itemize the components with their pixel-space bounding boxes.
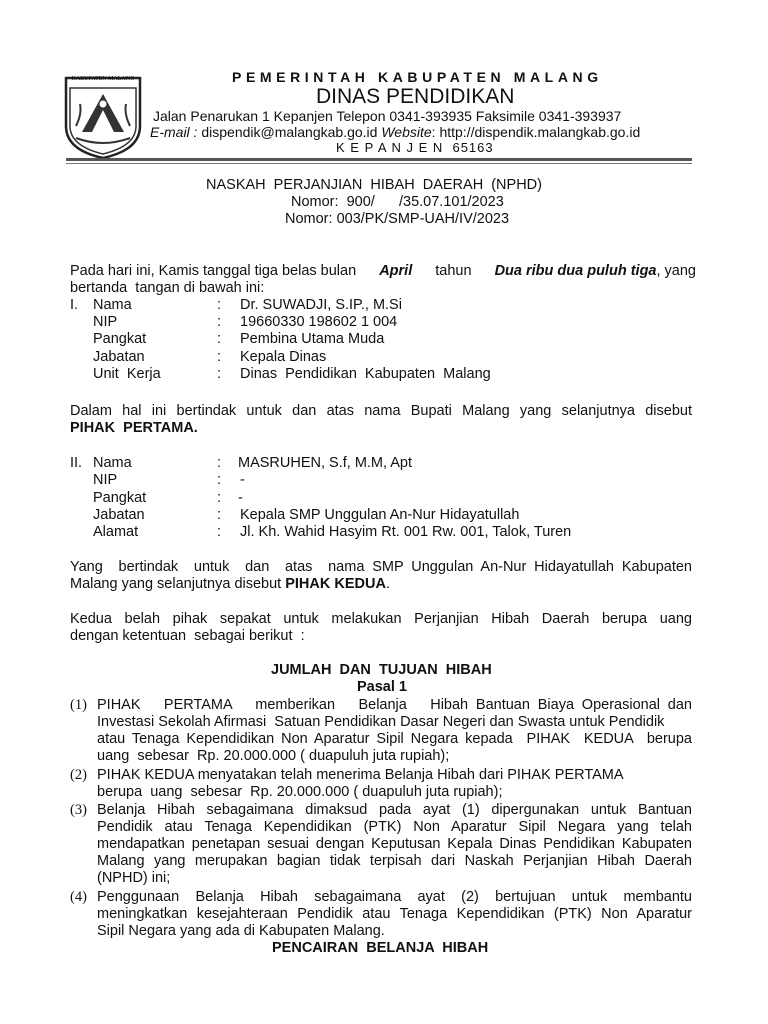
colon: : [217, 297, 222, 313]
website-url: : http://dispendik.malangkab.go.id [431, 124, 641, 140]
colon: : [217, 455, 222, 471]
letterhead-rule-thin [66, 163, 692, 164]
party2-value: MASRUHEN, S.f, M.M, Apt [238, 455, 413, 471]
item-line: Pendidik atau Tenaga Kependidikan (PTK) Non Aparatur Sipil Negara yang telah [97, 819, 692, 835]
nomor-1: Nomor: 900/ /35.07.101/2023 [291, 194, 504, 210]
party1-value: Dinas Pendidikan Kabupaten Malang [240, 366, 491, 382]
website-label: Website [381, 124, 432, 140]
item-line: Sipil Negara yang ada di Kabupaten Malang. [97, 923, 385, 939]
intro-text-a: Pada hari ini, Kamis tanggal tiga belas bulan [70, 263, 357, 279]
party1-value: 19660330 198602 1 004 [240, 314, 398, 330]
nomor-2: Nomor: 003/PK/SMP-UAH/IV/2023 [285, 211, 510, 227]
party2-label: Pangkat [93, 490, 147, 506]
party1-number: I. [70, 297, 79, 313]
party2-value: - [240, 472, 245, 488]
colon: : [217, 507, 222, 523]
party1-label: Unit Kerja [93, 366, 161, 382]
party1-role: PIHAK PERTAMA. [70, 420, 198, 436]
government-name: PEMERINTAH KABUPATEN MALANG [232, 69, 603, 85]
item-line: PIHAK PERTAMA memberikan Belanja Hibah Bantuan Biaya Operasional dan [97, 697, 692, 713]
party2-desc-2 [70, 576, 390, 592]
intro-text-b: tahun [435, 263, 472, 279]
item-line: mendapatkan penetapan sesuai dengan Keputusan Kepala Dinas Pendidikan Kabupaten [97, 836, 692, 852]
section2-heading: PENCAIRAN BELANJA HIBAH [272, 940, 489, 956]
item-line: meningkatkan kesejahteraan Pendidik atau Tenaga Kependidikan (PTK) Non Aparatur [97, 906, 692, 922]
colon: : [217, 524, 222, 540]
party2-desc-end: . [385, 576, 390, 592]
colon: : [217, 366, 222, 382]
email-label: E-mail : [150, 124, 198, 140]
item-line: Belanja Hibah sebagaimana dimaksud pada ayat (1) dipergunakan untuk Bantuan [97, 802, 692, 818]
colon: : [217, 490, 222, 506]
item-number: (2) [70, 767, 87, 783]
item-line: PIHAK KEDUA menyatakan telah menerima Belanja Hibah dari PIHAK PERTAMA [97, 767, 624, 783]
letterhead-rule [66, 158, 692, 161]
party2-value: Kepala SMP Unggulan An-Nur Hidayatullah [240, 507, 520, 523]
party2-role: PIHAK KEDUA [285, 576, 386, 592]
item-line: Penggunaan Belanja Hibah sebagaimana ayat (2) bertujuan untuk membantu [97, 889, 692, 905]
intro-year-wrap [495, 263, 696, 279]
item-number: (1) [70, 697, 87, 713]
agreement-line-2: dengan ketentuan sebagai berikut : [70, 628, 305, 644]
email-address: dispendik@malangkab.go.id [201, 124, 378, 140]
document-title: NASKAH PERJANJIAN HIBAH DAERAH (NPHD) [206, 177, 542, 193]
party2-number: II. [70, 455, 83, 471]
party2-label: NIP [93, 472, 118, 488]
party2-value: - [238, 490, 243, 506]
department-name: DINAS PENDIDIKAN [316, 85, 515, 108]
item-number: (4) [70, 889, 87, 905]
party2-desc-1: Yang bertindak untuk dan atas nama SMP Unggulan An-Nur Hidayatullah Kabupaten [70, 559, 692, 575]
party2-value: Jl. Kh. Wahid Hasyim Rt. 001 Rw. 001, Talok, Turen [240, 524, 572, 540]
item-line: uang sebesar Rp. 20.000.000 ( duapuluh juta rupiah); [97, 748, 450, 764]
party1-value: Dr. SUWADJI, S.IP., M.Si [240, 297, 402, 313]
regency-logo [62, 74, 144, 160]
city-postal: K E P A N J E N 65163 [336, 140, 494, 155]
item-line: berupa uang sebesar Rp. 20.000.000 ( duapuluh juta rupiah); [97, 784, 503, 800]
party1-label: Nama [93, 297, 132, 313]
party2-label: Jabatan [93, 507, 145, 523]
item-line: Investasi Sekolah Afirmasi Satuan Pendidikan Dasar Negeri dan Swasta untuk Pendidik [97, 714, 665, 730]
party1-desc: Dalam hal ini bertindak untuk dan atas nama Bupati Malang yang selanjutnya disebut [70, 403, 692, 419]
item-line: (NPHD) ini; [97, 870, 171, 886]
item-line: Malang yang merupakan bagian tidak terpisah dari Naskah Perjanjian Hibah Daerah [97, 853, 692, 869]
item-line: atau Tenaga Kependidikan Non Aparatur Sipil Negara kepada PIHAK KEDUA berupa [97, 731, 692, 747]
party1-label: Pangkat [93, 331, 147, 347]
section1-pasal: Pasal 1 [357, 679, 407, 695]
item-number: (3) [70, 802, 87, 818]
agreement-line-1: Kedua belah pihak sepakat untuk melakukan Perjanjian Hibah Daerah berupa uang [70, 611, 692, 627]
contact-line [150, 124, 640, 140]
party1-value: Kepala Dinas [240, 349, 327, 365]
party2-label: Nama [93, 455, 132, 471]
intro-month: April [379, 263, 413, 279]
colon: : [217, 349, 222, 365]
colon: : [217, 314, 222, 330]
section1-heading: JUMLAH DAN TUJUAN HIBAH [271, 662, 492, 678]
party2-label: Alamat [93, 524, 139, 540]
party2-desc-text: Malang yang selanjutnya disebut [70, 576, 282, 592]
address-line: Jalan Penarukan 1 Kepanjen Telepon 0341-393935 Faksimile 0341-393937 [153, 108, 622, 124]
party1-label: NIP [93, 314, 118, 330]
intro-year: Dua ribu dua puluh tiga [494, 263, 657, 279]
logo-caption: KABUPATEN MALANG [71, 76, 135, 82]
party1-label: Jabatan [93, 349, 145, 365]
colon: : [217, 331, 222, 347]
intro-text-c: , yang [656, 263, 696, 279]
colon: : [217, 472, 222, 488]
party1-value: Pembina Utama Muda [240, 331, 385, 347]
intro-line-2: bertanda tangan di bawah ini: [70, 280, 265, 296]
intro-line-1 [70, 263, 696, 279]
